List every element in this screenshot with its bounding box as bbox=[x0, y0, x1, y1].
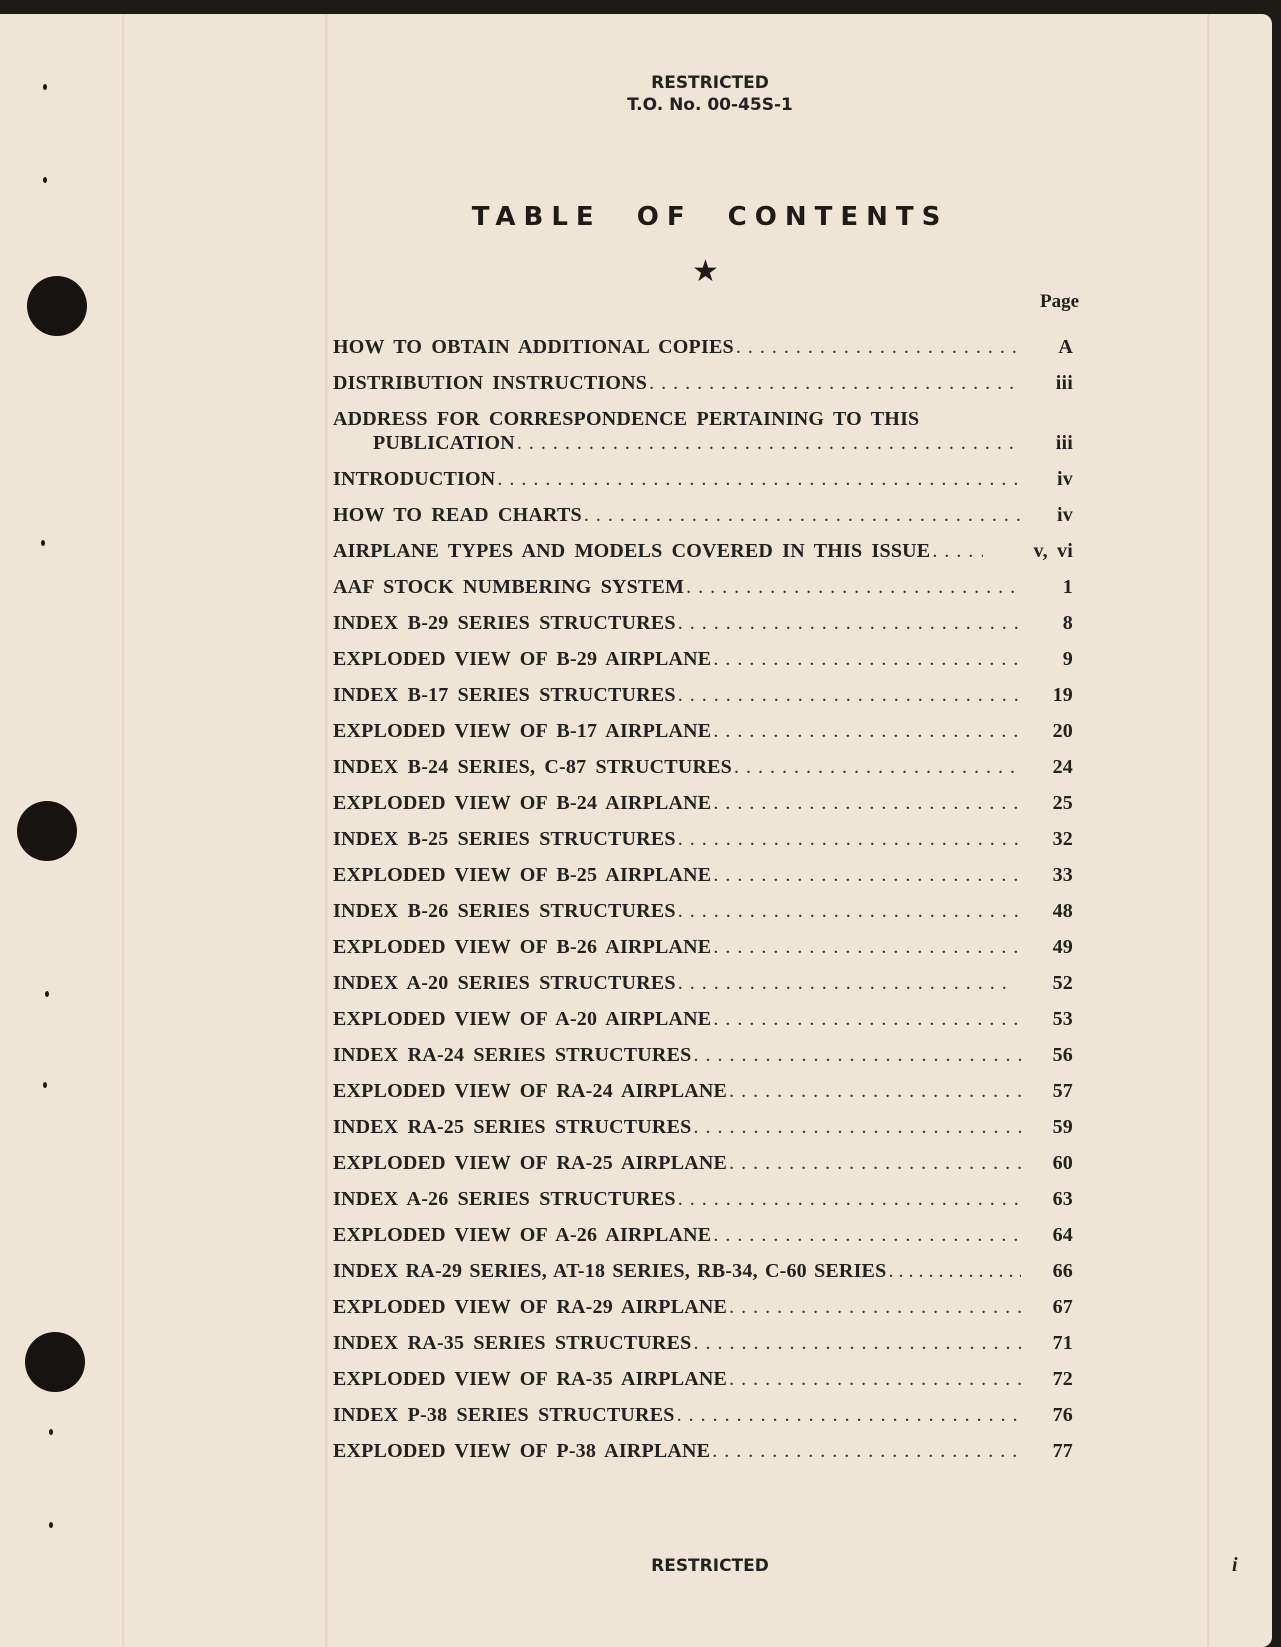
dot-leader bbox=[713, 1224, 1021, 1247]
toc-entry[interactable] bbox=[333, 648, 1083, 684]
toc-entry[interactable] bbox=[333, 792, 1083, 828]
toc-entry-page: 53 bbox=[1052, 1008, 1073, 1030]
toc-entry-title: INDEX B-29 SERIES STRUCTURES bbox=[333, 612, 676, 634]
dot-leader bbox=[712, 1440, 1021, 1463]
toc-entry-page: 52 bbox=[1052, 972, 1073, 994]
toc-entry[interactable] bbox=[333, 1152, 1083, 1188]
dot-leader bbox=[678, 684, 1021, 707]
toc-entry-title: ADDRESS FOR CORRESPONDENCE PERTAINING TO THIS bbox=[333, 408, 920, 430]
dot-leader bbox=[677, 1404, 1021, 1427]
toc-entry-title: HOW TO READ CHARTS bbox=[333, 504, 582, 526]
toc-entry-page: iii bbox=[1055, 372, 1073, 394]
toc-entry-page: 48 bbox=[1052, 900, 1073, 922]
toc-entry[interactable] bbox=[333, 972, 1083, 1008]
toc-entry-title: EXPLODED VIEW OF RA-29 AIRPLANE bbox=[333, 1296, 728, 1318]
toc-entry-page: 63 bbox=[1052, 1188, 1073, 1210]
binder-hole-middle bbox=[17, 801, 77, 861]
dot-leader bbox=[729, 1080, 1021, 1103]
toc-entry-title-continued: PUBLICATION bbox=[373, 432, 515, 454]
dot-leader bbox=[713, 648, 1021, 671]
toc-entry-page: 49 bbox=[1052, 936, 1073, 958]
dot-leader bbox=[713, 864, 1021, 887]
toc-entry-page: 8 bbox=[1062, 612, 1073, 634]
dot-leader bbox=[729, 1368, 1021, 1391]
toc-entry-page: 64 bbox=[1052, 1224, 1073, 1246]
toc-entry-title: INDEX A-26 SERIES STRUCTURES bbox=[333, 1188, 676, 1210]
dot-leader bbox=[693, 1044, 1021, 1067]
toc-entry-page: 71 bbox=[1052, 1332, 1073, 1354]
toc-entry[interactable] bbox=[333, 336, 1083, 372]
toc-entry-title: EXPLODED VIEW OF B-26 AIRPLANE bbox=[333, 936, 712, 958]
toc-entry-title: INDEX P-38 SERIES STRUCTURES bbox=[333, 1404, 675, 1426]
toc-entry[interactable] bbox=[333, 720, 1083, 756]
dot-leader bbox=[693, 1332, 1021, 1355]
dot-leader bbox=[713, 792, 1021, 815]
document-header bbox=[0, 72, 1281, 116]
toc-entry[interactable] bbox=[333, 864, 1083, 900]
toc-entry[interactable] bbox=[333, 1368, 1083, 1404]
toc-entry-page: 59 bbox=[1052, 1116, 1073, 1138]
dot-leader bbox=[678, 612, 1021, 635]
toc-entry-page: A bbox=[1058, 336, 1073, 358]
toc-entry-page: iii bbox=[1055, 432, 1073, 454]
document-page bbox=[0, 14, 1272, 1647]
paper-speck bbox=[43, 1082, 47, 1088]
toc-entry[interactable] bbox=[333, 1296, 1083, 1332]
toc-entry[interactable] bbox=[333, 1008, 1083, 1044]
dot-leader bbox=[678, 972, 1015, 995]
paper-speck bbox=[45, 991, 49, 997]
dot-leader bbox=[729, 1152, 1021, 1175]
dot-leader bbox=[888, 1260, 1021, 1283]
dot-leader bbox=[497, 468, 1021, 491]
toc-entry-title: INTRODUCTION bbox=[333, 468, 496, 490]
toc-entry-title: INDEX B-17 SERIES STRUCTURES bbox=[333, 684, 676, 706]
toc-entry-page: 72 bbox=[1052, 1368, 1073, 1390]
toc-entry-title: INDEX B-24 SERIES, C-87 STRUCTURES bbox=[333, 756, 732, 778]
toc-entry-title: EXPLODED VIEW OF A-20 AIRPLANE bbox=[333, 1008, 712, 1030]
toc-entry[interactable] bbox=[333, 1080, 1083, 1116]
dot-leader bbox=[713, 720, 1021, 743]
toc-entry-page: 32 bbox=[1052, 828, 1073, 850]
toc-entry-title: EXPLODED VIEW OF P-38 AIRPLANE bbox=[333, 1440, 711, 1462]
paper-speck bbox=[49, 1429, 53, 1435]
dot-leader bbox=[678, 828, 1021, 851]
page-title: TABLE OF CONTENTS bbox=[471, 202, 949, 232]
paper-speck bbox=[41, 540, 45, 546]
toc-entry[interactable] bbox=[333, 504, 1083, 540]
toc-entry-title: INDEX RA-24 SERIES STRUCTURES bbox=[333, 1044, 692, 1066]
toc-entry[interactable] bbox=[333, 612, 1083, 648]
document-number: T.O. No. 00-45S-1 bbox=[627, 95, 793, 115]
toc-entry-title: INDEX RA-29 SERIES, AT-18 SERIES, RB-34, C-60 SERIES bbox=[333, 1260, 887, 1282]
toc-entry-title: INDEX A-20 SERIES STRUCTURES bbox=[333, 972, 676, 994]
toc-entry-page: 25 bbox=[1052, 792, 1073, 814]
toc-entry-page: 76 bbox=[1052, 1404, 1073, 1426]
binder-hole-bottom bbox=[25, 1332, 85, 1392]
toc-entry-title: AAF STOCK NUMBERING SYSTEM bbox=[333, 576, 685, 598]
toc-entry[interactable] bbox=[333, 900, 1083, 936]
toc-entry[interactable] bbox=[333, 936, 1083, 972]
dot-leader bbox=[517, 432, 1021, 455]
toc-entry-title: EXPLODED VIEW OF A-26 AIRPLANE bbox=[333, 1224, 712, 1246]
toc-entry-page: iv bbox=[1057, 468, 1073, 490]
toc-entry-title: INDEX RA-35 SERIES STRUCTURES bbox=[333, 1332, 692, 1354]
dot-leader bbox=[686, 576, 1021, 599]
toc-entry-page: 56 bbox=[1052, 1044, 1073, 1066]
classification-marking-top: RESTRICTED bbox=[651, 73, 769, 93]
toc-entry-title: EXPLODED VIEW OF RA-35 AIRPLANE bbox=[333, 1368, 728, 1390]
dot-leader bbox=[713, 1008, 1021, 1031]
toc-entry-title: AIRPLANE TYPES AND MODELS COVERED IN THIS ISSUE bbox=[333, 540, 931, 562]
toc-entry-title: EXPLODED VIEW OF B-25 AIRPLANE bbox=[333, 864, 712, 886]
toc-entry[interactable] bbox=[333, 468, 1083, 504]
paper-speck bbox=[49, 1522, 53, 1528]
toc-entry-page: 20 bbox=[1052, 720, 1073, 742]
toc-entry[interactable] bbox=[333, 1044, 1083, 1080]
toc-entry-page: 33 bbox=[1052, 864, 1073, 886]
toc-entry[interactable] bbox=[333, 540, 1083, 576]
dot-leader bbox=[729, 1296, 1021, 1319]
table-of-contents bbox=[333, 336, 1083, 1476]
dot-leader bbox=[736, 336, 1021, 359]
page-number: i bbox=[1232, 1554, 1238, 1576]
dot-leader bbox=[713, 936, 1021, 959]
dot-leader bbox=[584, 504, 1021, 527]
dot-leader bbox=[678, 900, 1021, 923]
toc-entry-title: EXPLODED VIEW OF B-29 AIRPLANE bbox=[333, 648, 712, 670]
toc-entry-title: INDEX B-25 SERIES STRUCTURES bbox=[333, 828, 676, 850]
toc-entry-title: INDEX RA-25 SERIES STRUCTURES bbox=[333, 1116, 692, 1138]
paper-speck bbox=[43, 177, 47, 183]
toc-entry-title: DISTRIBUTION INSTRUCTIONS bbox=[333, 372, 648, 394]
toc-entry[interactable] bbox=[333, 828, 1083, 864]
toc-entry-page: 77 bbox=[1052, 1440, 1073, 1462]
toc-entry-title: INDEX B-26 SERIES STRUCTURES bbox=[333, 900, 676, 922]
toc-entry[interactable] bbox=[333, 1404, 1083, 1440]
classification-marking-bottom: RESTRICTED bbox=[651, 1556, 769, 1576]
dot-leader bbox=[678, 1188, 1021, 1211]
toc-entry-page: iv bbox=[1057, 504, 1073, 526]
toc-entry-page: 9 bbox=[1062, 648, 1073, 670]
toc-entry-page: v, vi bbox=[1033, 540, 1073, 562]
toc-entry-page: 1 bbox=[1062, 576, 1073, 598]
toc-entry-page: 24 bbox=[1052, 756, 1073, 778]
toc-entry[interactable] bbox=[333, 408, 1083, 468]
toc-entry-title: EXPLODED VIEW OF RA-24 AIRPLANE bbox=[333, 1080, 728, 1102]
toc-entry[interactable] bbox=[333, 1116, 1083, 1152]
binder-hole-top bbox=[27, 276, 87, 336]
toc-entry[interactable] bbox=[333, 1440, 1083, 1476]
toc-entry[interactable] bbox=[333, 576, 1083, 612]
dot-leader bbox=[932, 540, 983, 563]
toc-entry[interactable] bbox=[333, 756, 1083, 792]
dot-leader bbox=[693, 1116, 1021, 1139]
toc-entry-page: 57 bbox=[1052, 1080, 1073, 1102]
toc-entry-page: 19 bbox=[1052, 684, 1073, 706]
toc-entry-page: 67 bbox=[1052, 1296, 1073, 1318]
dot-leader bbox=[649, 372, 1021, 395]
toc-entry[interactable] bbox=[333, 1224, 1083, 1260]
toc-entry-page: 60 bbox=[1052, 1152, 1073, 1174]
toc-entry[interactable] bbox=[333, 684, 1083, 720]
toc-entry-title: EXPLODED VIEW OF B-17 AIRPLANE bbox=[333, 720, 712, 742]
toc-entry[interactable] bbox=[333, 1332, 1083, 1368]
toc-entry-title: HOW TO OBTAIN ADDITIONAL COPIES bbox=[333, 336, 734, 358]
toc-entry[interactable] bbox=[333, 372, 1083, 408]
toc-entry[interactable] bbox=[333, 1188, 1083, 1224]
star-icon: ★ bbox=[692, 254, 719, 289]
toc-entry-page: 66 bbox=[1052, 1260, 1073, 1282]
toc-entry-title: EXPLODED VIEW OF B-24 AIRPLANE bbox=[333, 792, 712, 814]
toc-entry[interactable] bbox=[333, 1260, 1083, 1296]
toc-entry-title: EXPLODED VIEW OF RA-25 AIRPLANE bbox=[333, 1152, 728, 1174]
dot-leader bbox=[734, 756, 1021, 779]
page-column-label: Page bbox=[1040, 291, 1080, 312]
